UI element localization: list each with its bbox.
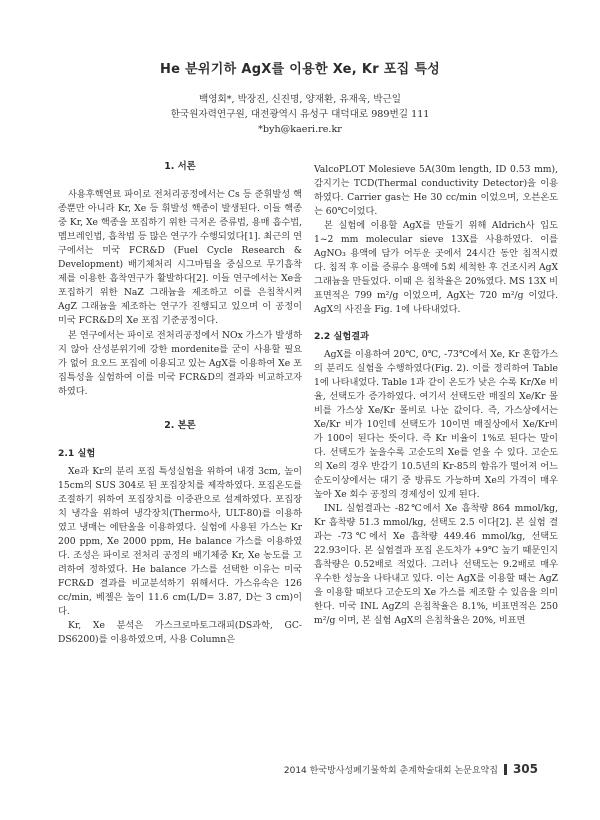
paper-title: He 분위기하 AgX를 이용한 Xe, Kr 포집 특성 bbox=[159, 62, 441, 77]
author-block bbox=[0, 92, 600, 137]
experiment-paragraph-3: ValcoPLOT Molesieve 5A(30m length, ID 0.53 mm), 감지기는 TCD(Thermal conductivity Detector)을 이용하였다. Carrier gas는 He 30 cc/min 이었으며, 오븐온도는 60℃이었다. bbox=[314, 164, 558, 218]
experiment-paragraph-2: Kr, Xe 분석은 가스크로마토그래피(DS과학, GC-DS6200)를 이용하였으며, 사용 Column은 bbox=[58, 620, 302, 646]
page-footer bbox=[284, 762, 538, 776]
footer-journal: 2014 한국방사성폐기물학회 춘계학술대회 논문요약집 bbox=[283, 765, 498, 776]
experiment-paragraph-1: Xe과 Kr의 분리 포집 특성실험을 위하여 내경 3cm, 높이 15cm의 SUS 304로 된 포집장치를 제작하였다. 포집온도를 조절하기 위하여 포집장치를 이중관으로 설계하였다. 포집장치 냉각을 위하여 냉각장치(Thermo사, ULT-80)를 이용하였고 냉매는 에탄올을 이용하였다. 실험에 사용된 가스는 Kr 200 ppm, Xe 2000 ppm, He balance 가스를 이용하였다. 조성은 파이로 전처리 공정의 배기체중 Kr, Xe 농도를 고려하여 정하였다. He balance 가스를 선택한 이유는 미국 FCR&D 결과를 비교분석하기 위해서다. 가스유속은 126 cc/min, 베젤은 높이 11.6 cm(L/D= 3.87, D는 3 cm)이다. bbox=[58, 465, 302, 618]
author-names: 백영회*, 박장진, 신진명, 양재환, 유재욱, 박근일 bbox=[198, 94, 402, 105]
footer-divider bbox=[504, 764, 507, 775]
results-paragraph-2: INL 실험결과는 -82℃에서 Xe 흡착량 864 mmol/kg, Kr 흡착량 51.3 mmol/kg, 선택도 2.5 이다[2]. 본 실험 결과는 -73℃에서 Xe 흡착량 449.46 mmol/kg, 선택도 22.93이다. 본 실험결과 포집 온도차가 +9℃ 높기 때문인지 흡착량은 0.52배로 적었다. 그러나 선택도는 9.2배로 매우 우수한 성능을 나타내고 있다. 이는 AgX를 이용할 때는 AgZ을 이용할 때보다 고순도의 Xe 가스를 제조할 수 있음을 의미한다. 미국 INL AgZ의 은침착율은 8.1%, 비표면적은 250 m²/g 이며, 본 실험 AgX의 은침착율은 20%, 비표면 bbox=[314, 503, 558, 627]
page-number: 305 bbox=[512, 762, 538, 776]
experiment-paragraph-4: 본 실험에 이용할 AgX를 만들기 위해 Aldrich사 입도 1~2 mm molecular sieve 13X를 사용하였다. 이를 AgNO₃ 용액에 담가 어두운 곳에서 24시간 동안 침적시켰다. 침적 후 이를 증류수 용액에 5회 세척한 후 건조시켜 AgX 그래늄을 만들었다. 이때 은 침착율은 20%였다. MS 13X 비표면적은 799 m²/g 이었으며, AgX는 720 m²/g 이었다. AgX의 사진을 Fig. 1에 나타내었다. bbox=[314, 220, 558, 316]
subsection-heading-experiment: 2.1 실험 bbox=[58, 447, 96, 459]
subsection-heading-results: 2.2 실험결과 bbox=[314, 330, 369, 342]
intro-paragraph-1: 사용후핵연료 파이로 전처리공정에서는 Cs 등 준휘발성 핵종뿐만 아니라 Kr, Xe 등 휘발성 핵종이 발생된다. 이들 핵종 중 Kr, Xe 핵종을 포집하기 위한 극저온 증류법, 용매 흡수법, 멤브레인법, 흡착법 등 많은 연구가 수행되었다[1]. 최근의 연구에서는 미국 FCR&D (Fuel Cycle Research & Development) 배기체처리 시그마팀을 중심으로 무기흡착제를 이용한 흡착연구가 활발하다[2]. 이들 연구에서는 Xe을 포집하기 위한 NaZ 그래늄을 제조하고 이를 은침착시켜 AgZ 그래늄을 제조하는 연구가 진행되고 있으며 이 공정이 미국 FCR&D의 Xe 포집 기준공정이다. bbox=[58, 189, 302, 327]
author-affiliation: 한국원자력연구원, 대전광역시 유성구 대덕대로 989번길 111 bbox=[170, 109, 430, 120]
section-heading-introduction: 1. 서론 bbox=[164, 161, 196, 172]
author-email: *byh@kaeri.re.kr bbox=[258, 124, 342, 135]
intro-paragraph-2: 본 연구에서는 파이로 전처리공정에서 NOx 가스가 발생하지 않아 산성분위기에 강한 mordenite를 굳이 사용할 필요가 없어 요오드 포집에 이용되고 있는 AgX를 이용하여 Xe 포집특성을 실험하여 이를 미국 FCR&D의 결과와 비교하고자 하였다. bbox=[58, 329, 302, 397]
left-column bbox=[58, 150, 302, 647]
results-paragraph-1: AgX를 이용하여 20℃, 0℃, -73℃에서 Xe, Kr 혼합가스의 분리도 실험을 수행하였다(Fig. 2). 이를 정리하여 Table 1에 나타내었다. Table 1과 같이 온도가 낮은 수록 Kr/Xe 비율, 선택도가 증가하였다. 여기서 선택도란 매질의 Xe/Kr 몰비를 가스상 Xe/Kr 몰비로 나눈 값이다. 즉, 가스상에서는 Xe/Kr 비가 10인데 선택도가 10이면 매질상에서 Xe/Kr비가 100이 된다는 뜻이다. 즉 Kr 비율이 1%로 된다는 말이다. 선택도가 높을수록 고순도의 Xe를 얻을 수 있다. 고순도의 Xe의 경우 반감기 10.5년의 Kr-85의 함유가 떨어져 어느 순도이상에서는 대기 중 방류도 가능하며 Xe의 가격이 매우 높아 Xe 회수 공정의 경제성이 있게 된다. bbox=[314, 348, 558, 501]
section-heading-body: 2. 본론 bbox=[164, 419, 196, 431]
right-column bbox=[314, 163, 558, 629]
